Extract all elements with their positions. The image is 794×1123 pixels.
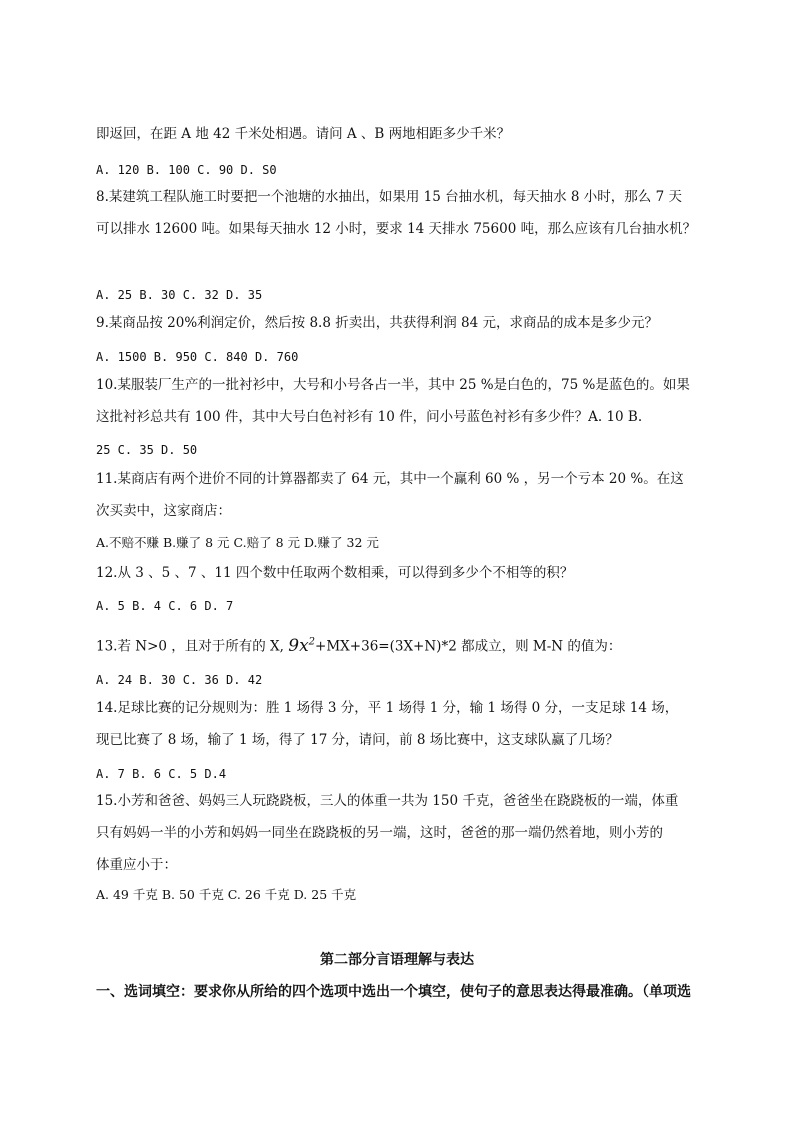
question-15-text-1: 15.小芳和爸爸、妈妈三人玩跷跷板，三人的体重一共为 150 千克，爸爸坐在跷跷板的一端，体重 <box>96 793 679 809</box>
question-10-text-1: 10.某服装厂生产的一批衬衫中，大号和小号各占一半，其中 25 %是白色的，75 %是蓝色的。如果 <box>96 377 690 393</box>
question-11-text-2: 次买卖中，这家商店： <box>96 503 231 519</box>
question-11-text-1: 11.某商店有两个进价不同的计算器都卖了 64 元，其中一个赢利 60 % ，另一个亏本 20 %。在这 <box>96 471 684 487</box>
question-15-text-3: 体重应小于： <box>96 857 177 873</box>
question-12-text: 12.从 3 、5 、7 、11 四个数中任取两个数相乘，可以得到多少个不相等的积？ <box>96 565 574 581</box>
question-7-options: A. 120 B. 100 C. 90 D. S0 <box>96 163 277 177</box>
question-8-text-1: 8.某建筑工程队施工时要把一个池塘的水抽出，如果用 15 台抽水机，每天抽水 8 小时，那么 7 天 <box>96 189 682 205</box>
section-title: 第二部分言语理解与表达 <box>320 952 474 968</box>
question-8-options: A. 25 B. 30 C. 32 D. 35 <box>96 288 263 302</box>
question-14-options: A. 7 B. 6 C. 5 D.4 <box>96 767 227 781</box>
formula-9x2: $9x^2$ <box>288 635 316 656</box>
question-14-text-2: 现已比赛了 8 场，输了 1 场，得了 17 分，请问，前 8 场比赛中，这支球队赢了几场？ <box>96 732 619 748</box>
question-12-options: A. 5 B. 4 C. 6 D. 7 <box>96 599 234 613</box>
question-15-options: A. 49 千克 B. 50 千克 C. 26 千克 D. 25 千克 <box>96 887 357 902</box>
question-15-text-2: 只有妈妈一半的小芳和妈妈一同坐在跷跷板的另一端，这时，爸爸的那一端仍然着地，则小芳的 <box>96 825 663 841</box>
question-13-suffix: +MX+36=(3X+N)*2 都成立，则 M-N 的值为： <box>315 638 622 655</box>
question-9-options: A. 1500 B. 950 C. 840 D. 760 <box>96 350 299 364</box>
question-10-text-2: 这批衬衫总共有 100 件，其中大号白色衬衫有 10 件，问小号蓝色衬衫有多少件？A. 10 B. <box>96 409 643 425</box>
question-13-text <box>96 632 621 657</box>
question-9-text: 9.某商品按 20%利润定价，然后按 8.8 折卖出，共获得利润 84 元，求商品的成本是多少元？ <box>96 315 658 331</box>
question-11-options: A.不赔不赚 B.赚了 8 元 C.赔了 8 元 D.赚了 32 元 <box>96 535 379 550</box>
question-10-options: 25 C. 35 D. 50 <box>96 443 198 457</box>
question-14-text-1: 14.足球比赛的记分规则为：胜 1 场得 3 分，平 1 场得 1 分，输 1 场得 0 分，一支足球 14 场， <box>96 700 679 716</box>
question-13-options: A. 24 B. 30 C. 36 D. 42 <box>96 673 263 687</box>
subsection-heading: 一、选词填空：要求你从所给的四个选项中选出一个填空，使句子的意思表达得最准确。（单项选 <box>96 984 691 1000</box>
question-8-text-2: 可以排水 12600 吨。如果每天抽水 12 小时，要求 14 天排水 75600 吨，那么应该有几台抽水机？ <box>96 221 697 237</box>
question-7-text: 即返回，在距 A 地 42 千米处相遇。请问 A 、B 两地相距多少千米？ <box>96 126 511 142</box>
question-13-prefix: 13.若 N>0 ，且对于所有的 X, <box>96 638 284 655</box>
